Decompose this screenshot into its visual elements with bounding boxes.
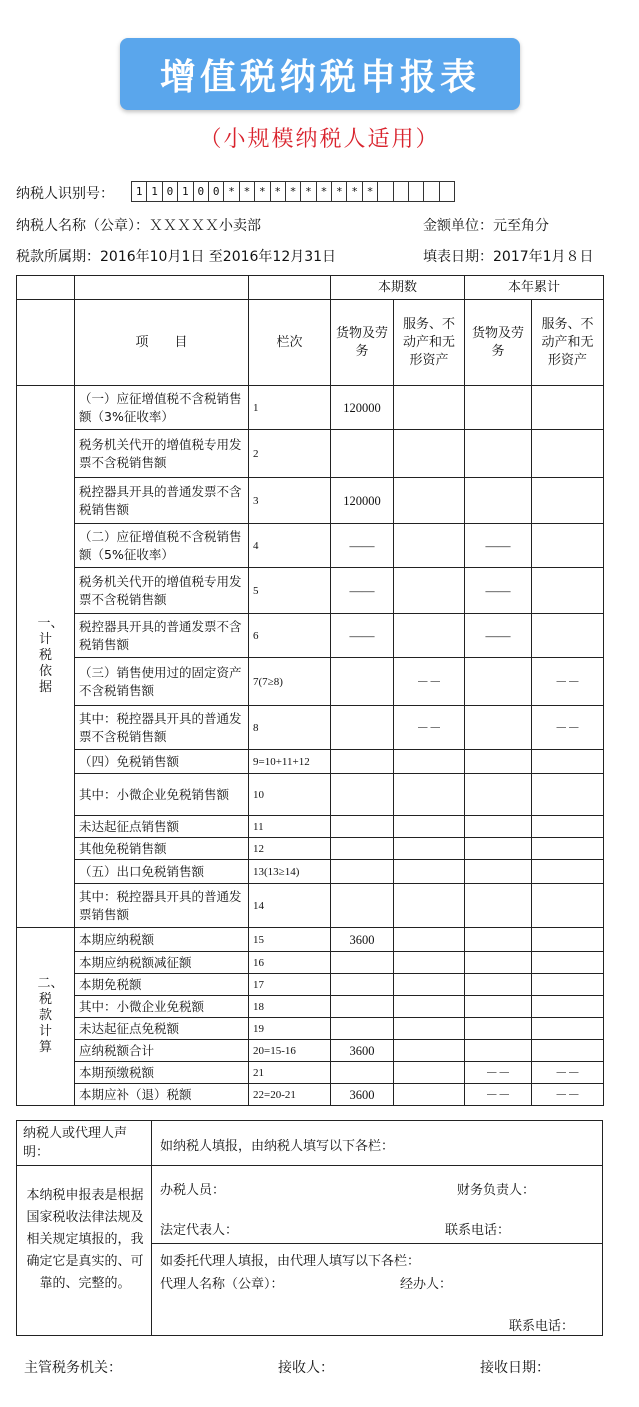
row-item: 税控器具开具的普通发票不含税销售额	[75, 614, 249, 658]
cell-current-goods	[331, 750, 394, 774]
cell-year-goods: ——	[465, 614, 532, 658]
row-line-no: 5	[249, 568, 331, 614]
row-line-no: 1	[249, 386, 331, 430]
cell-year-services	[532, 568, 604, 614]
tax-period: 税款所属期：2016年10月1日 至2016年12月31日	[16, 249, 337, 265]
cell-current-goods: 120000	[331, 386, 394, 430]
table-row	[17, 1062, 604, 1084]
section-tax-basis	[17, 386, 75, 928]
table-row	[17, 750, 604, 774]
row-item: 未达起征点免税额	[75, 1018, 249, 1040]
cell-current-services	[394, 928, 465, 952]
cell-current-services	[394, 1018, 465, 1040]
receiver-label: 接收人：	[278, 1360, 334, 1376]
cell-year-goods	[465, 478, 532, 524]
table-row	[17, 774, 604, 816]
table-row	[17, 974, 604, 996]
row-line-no: 2	[249, 430, 331, 478]
cell-current-services: －－	[394, 658, 465, 706]
cell-year-services	[532, 952, 604, 974]
cell-current-services	[394, 996, 465, 1018]
row-line-no: 12	[249, 838, 331, 860]
cell-year-goods	[465, 430, 532, 478]
cell-current-services	[394, 386, 465, 430]
cell-current-services	[394, 952, 465, 974]
cell-year-goods	[465, 658, 532, 706]
goods-header: 货物及劳务	[331, 300, 394, 386]
taxpayer-id-cell: *	[331, 181, 347, 202]
cell-year-services: －－	[532, 706, 604, 750]
cell-current-services	[394, 838, 465, 860]
row-item: （四）免税销售额	[75, 750, 249, 774]
contact-phone-label: 联系电话：	[445, 1223, 511, 1238]
cell-year-goods	[465, 860, 532, 884]
row-line-no: 15	[249, 928, 331, 952]
cell-current-goods: 120000	[331, 478, 394, 524]
cell-current-services	[394, 524, 465, 568]
cell-current-goods	[331, 706, 394, 750]
form-title: 增值税纳税申报表	[159, 56, 480, 98]
cell-year-goods: －－	[465, 1062, 532, 1084]
taxpayer-id-cell: 0	[162, 181, 178, 202]
receive-date-label: 接收日期：	[480, 1360, 550, 1376]
cell-year-goods	[465, 774, 532, 816]
table-row	[17, 386, 604, 430]
declaration-table	[16, 275, 604, 1106]
row-item: 其中：税控器具开具的普通发票销售额	[75, 884, 249, 928]
taxpayer-id-cell: *	[300, 181, 316, 202]
row-item: 其中：小微企业免税额	[75, 996, 249, 1018]
cell-current-goods: ——	[331, 614, 394, 658]
row-line-no: 9=10+11+12	[249, 750, 331, 774]
current-period-header: 本期数	[331, 276, 465, 300]
cell-current-services	[394, 430, 465, 478]
cell-year-goods: ——	[465, 568, 532, 614]
row-line-no: 18	[249, 996, 331, 1018]
taxpayer-id-cell: *	[285, 181, 301, 202]
taxpayer-id-cell: 1	[146, 181, 162, 202]
cell-year-services: －－	[532, 1062, 604, 1084]
row-line-no: 11	[249, 816, 331, 838]
cell-year-goods: －－	[465, 1084, 532, 1106]
agent-fill-note: 如委托代理人填报，由代理人填写以下各栏：	[160, 1254, 421, 1269]
row-line-no: 3	[249, 478, 331, 524]
cell-current-goods: 3600	[331, 928, 394, 952]
declaration-body: 本纳税申报表是根据国家税收法律法规及相关规定填报的，我确定它是真实的、可靠的、完整的。	[26, 1188, 144, 1291]
row-item: 本期应补（退）税额	[75, 1084, 249, 1106]
services-header: 服务、不动产和无形资产	[394, 300, 465, 386]
row-line-no: 10	[249, 774, 331, 816]
taxpayer-id-cell: *	[362, 181, 378, 202]
cell-year-goods	[465, 884, 532, 928]
section-label: 二、税款计算	[37, 976, 64, 1055]
taxpayer-id-cell: 1	[177, 181, 193, 202]
row-line-no: 21	[249, 1062, 331, 1084]
agent-name-label: 代理人名称（公章）：	[160, 1277, 284, 1292]
form-title-banner	[120, 38, 520, 110]
cell-current-goods: ——	[331, 568, 394, 614]
taxpayer-id-label: 纳税人识别号：	[16, 186, 114, 202]
cell-year-services	[532, 884, 604, 928]
taxpayer-id-cell: *	[223, 181, 239, 202]
taxpayer-id-cell: *	[346, 181, 362, 202]
row-item: 未达起征点销售额	[75, 816, 249, 838]
cell-current-goods	[331, 860, 394, 884]
cell-year-goods	[465, 928, 532, 952]
taxpayer-name: 纳税人名称（公章）：ＸＸＸＸＸ小卖部	[16, 218, 261, 234]
section-label: 一、计税依据	[37, 616, 64, 695]
fill-date: 填表日期：2017年1月８日	[423, 249, 594, 265]
row-item: 税控器具开具的普通发票不含税销售额	[75, 478, 249, 524]
cell-current-services	[394, 614, 465, 658]
cell-year-goods	[465, 750, 532, 774]
cell-current-services	[394, 568, 465, 614]
cell-year-services	[532, 430, 604, 478]
handler-label: 办税人员：	[160, 1183, 226, 1198]
cell-current-services	[394, 1062, 465, 1084]
row-item: （二）应征增值税不含税销售额（5%征收率）	[75, 524, 249, 568]
cell-year-services	[532, 838, 604, 860]
cell-current-goods	[331, 884, 394, 928]
cell-year-goods	[465, 838, 532, 860]
row-item: 其中：税控器具开具的普通发票不含税销售额	[75, 706, 249, 750]
cell-current-goods	[331, 974, 394, 996]
item-header: 项 目	[75, 300, 249, 386]
table-row	[17, 1018, 604, 1040]
cell-year-services	[532, 860, 604, 884]
header-blank	[75, 276, 249, 300]
taxpayer-id-cell	[423, 181, 439, 202]
header-blank	[249, 276, 331, 300]
row-item: （一）应征增值税不含税销售额（3%征收率）	[75, 386, 249, 430]
cell-year-services	[532, 750, 604, 774]
cell-year-goods	[465, 952, 532, 974]
table-row	[17, 816, 604, 838]
cell-current-goods	[331, 430, 394, 478]
row-line-no: 20=15-16	[249, 1040, 331, 1062]
cell-year-services	[532, 386, 604, 430]
row-item: 其中：小微企业免税销售额	[75, 774, 249, 816]
cell-current-goods	[331, 774, 394, 816]
line-no-header: 栏次	[249, 300, 331, 386]
row-line-no: 6	[249, 614, 331, 658]
row-item: 本期预缴税额	[75, 1062, 249, 1084]
cell-year-services	[532, 974, 604, 996]
row-line-no: 17	[249, 974, 331, 996]
services-header: 服务、不动产和无形资产	[532, 300, 604, 386]
cell-current-goods: 3600	[331, 1040, 394, 1062]
tax-authority-label: 主管税务机关：	[24, 1360, 122, 1376]
row-item: 本期应纳税额	[75, 928, 249, 952]
row-line-no: 13(13≥14)	[249, 860, 331, 884]
taxpayer-id-cell: *	[270, 181, 286, 202]
cell-year-services: －－	[532, 1084, 604, 1106]
cell-year-services	[532, 996, 604, 1018]
taxpayer-id-cell	[377, 181, 393, 202]
cell-current-goods	[331, 658, 394, 706]
cell-current-goods	[331, 952, 394, 974]
cell-year-services	[532, 1018, 604, 1040]
legal-rep-label: 法定代表人：	[160, 1223, 239, 1238]
cell-current-services	[394, 1040, 465, 1062]
cell-current-goods	[331, 816, 394, 838]
table-row	[17, 706, 604, 750]
cell-current-services	[394, 478, 465, 524]
table-row	[17, 658, 604, 706]
row-line-no: 7(7≥8)	[249, 658, 331, 706]
taxpayer-id-cell: *	[239, 181, 255, 202]
row-item: 税务机关代开的增值税专用发票不含税销售额	[75, 430, 249, 478]
table-row	[17, 952, 604, 974]
table-row	[17, 614, 604, 658]
form-subtitle: （小规模纳税人适用）	[199, 127, 440, 152]
table-row	[17, 996, 604, 1018]
cell-current-goods	[331, 1018, 394, 1040]
table-row	[17, 1084, 604, 1106]
cell-year-services	[532, 928, 604, 952]
cell-current-goods	[331, 838, 394, 860]
cell-year-services	[532, 816, 604, 838]
taxpayer-id-cell: 0	[208, 181, 224, 202]
cell-current-goods: ——	[331, 524, 394, 568]
taxpayer-id-cell: *	[254, 181, 270, 202]
row-line-no: 19	[249, 1018, 331, 1040]
cell-current-services: －－	[394, 706, 465, 750]
table-row	[17, 928, 604, 952]
cell-current-goods: 3600	[331, 1084, 394, 1106]
section-tax-calculation	[17, 928, 75, 1106]
table-row	[17, 860, 604, 884]
taxpayer-id-cell: 1	[131, 181, 147, 202]
taxpayer-id-boxes	[132, 181, 455, 202]
row-item: 本期免税额	[75, 974, 249, 996]
row-item: 税务机关代开的增值税专用发票不含税销售额	[75, 568, 249, 614]
taxpayer-id-cell	[393, 181, 409, 202]
row-item: 应纳税额合计	[75, 1040, 249, 1062]
table-row	[17, 430, 604, 478]
table-row	[17, 884, 604, 928]
self-fill-note: 如纳税人填报，由纳税人填写以下各栏：	[160, 1139, 395, 1154]
taxpayer-id-cell	[439, 181, 455, 202]
cell-year-services	[532, 614, 604, 658]
table-row	[17, 478, 604, 524]
agent-phone-label: 联系电话：	[509, 1319, 575, 1334]
cell-year-services	[532, 478, 604, 524]
goods-header: 货物及劳务	[465, 300, 532, 386]
cell-current-services	[394, 774, 465, 816]
table-row	[17, 838, 604, 860]
cell-year-goods	[465, 706, 532, 750]
cell-current-goods	[331, 1062, 394, 1084]
cell-year-goods	[465, 386, 532, 430]
cell-current-services	[394, 1084, 465, 1106]
table-row	[17, 1040, 604, 1062]
taxpayer-id-cell: *	[316, 181, 332, 202]
cell-current-services	[394, 884, 465, 928]
row-line-no: 14	[249, 884, 331, 928]
cell-current-goods	[331, 996, 394, 1018]
cell-year-goods	[465, 1040, 532, 1062]
row-item: 本期应纳税额减征额	[75, 952, 249, 974]
cell-year-goods	[465, 974, 532, 996]
cell-current-services	[394, 750, 465, 774]
row-line-no: 8	[249, 706, 331, 750]
cell-year-goods	[465, 1018, 532, 1040]
cell-current-services	[394, 974, 465, 996]
header-blank	[17, 276, 75, 300]
declaration-section	[16, 1120, 603, 1336]
agent-handler-label: 经办人：	[400, 1277, 453, 1292]
row-item: 其他免税销售额	[75, 838, 249, 860]
row-item: （五）出口免税销售额	[75, 860, 249, 884]
row-line-no: 22=20-21	[249, 1084, 331, 1106]
row-line-no: 4	[249, 524, 331, 568]
amount-unit: 金额单位：元至角分	[423, 218, 549, 234]
cell-year-goods: ——	[465, 524, 532, 568]
cell-year-services: －－	[532, 658, 604, 706]
cell-year-services	[532, 524, 604, 568]
row-item: （三）销售使用过的固定资产不含税销售额	[75, 658, 249, 706]
table-row	[17, 524, 604, 568]
taxpayer-id-cell	[408, 181, 424, 202]
cell-current-services	[394, 860, 465, 884]
cell-year-services	[532, 1040, 604, 1062]
row-line-no: 16	[249, 952, 331, 974]
declaration-title: 纳税人或代理人声明：	[23, 1126, 128, 1160]
cell-year-services	[532, 774, 604, 816]
cell-year-goods	[465, 996, 532, 1018]
cell-current-services	[394, 816, 465, 838]
header-blank	[17, 300, 75, 386]
table-row	[17, 568, 604, 614]
cell-year-goods	[465, 816, 532, 838]
year-cumulative-header: 本年累计	[465, 276, 604, 300]
taxpayer-id-cell: 0	[193, 181, 209, 202]
finance-head-label: 财务负责人：	[457, 1183, 536, 1198]
